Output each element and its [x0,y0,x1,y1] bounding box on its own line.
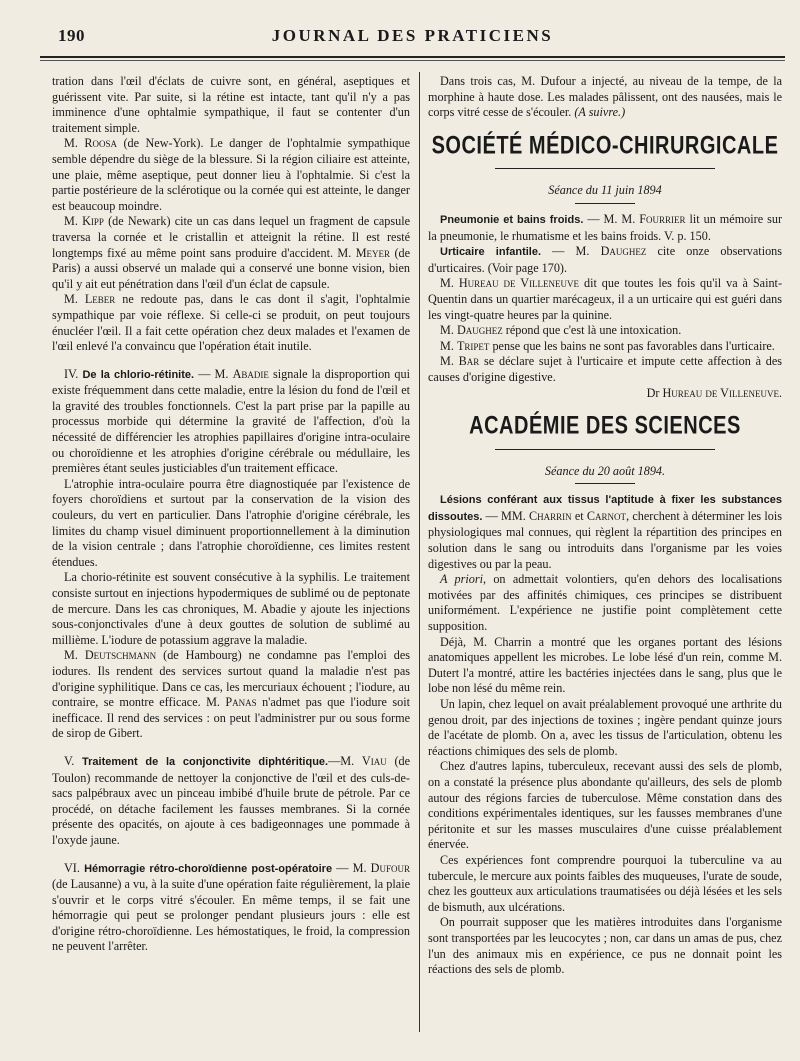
paragraph: M. Daughez répond que c'est là une intoxication. [440,323,682,338]
paragraph-text: —M. [328,753,362,768]
paragraph-text: répond que c'est là une intoxication. [502,323,682,338]
paragraph: M. Bar se déclare sujet à l'urticaire et impute cette affection à des causes d'origine digestive. [428,354,782,384]
section-paragraph [52,754,410,849]
section-title: Pneumonie et bains froids. [440,213,584,226]
paragraph-text: ne redoute pas, dans le cas dont il s'agit, l'ophtalmie sympathique par voie réflexe. Si celle-ci se produit, on peut toujours énucléer l'œil. Il a fait cette opération chez deux malades et l'examen de l'œil enlevé l'a convaincu que l'opération était inutile. [52,292,411,354]
paragraph: Chez d'autres lapins, tuberculeux, recevant aussi des sels de plomb, on a constaté la présence plus abondante qu'ailleurs, des sels de plomb autour des régions farcies de tuberculose. Même constation dans des conditions expérimentales identiques, sur les fausses membranes d'une péritonite et sur les masses musculaires d'une cuisse préalablement énervée. [428,759,782,852]
title-rule [495,168,715,169]
session-date: Séance du 11 juin 1894 [548,183,662,198]
paragraph: M. Kipp (de Newark) cite un cas dans lequel un fragment de capsule traversa la cornée et le cristallin et atteignit la rétine. Il est resté longtemps fixé au même point sans produire d'accident. M. Meyer (de Paris) a aussi observé un malade qui a conservé une bonne vision, bien qu'il y ait eut pénétration dans l'œil d'un éclat de capsule. [52,214,411,291]
paragraph-text: (de Toulon) recommande de nettoyer la conjonctive de l'œil et des culs-de-sacs palpébraux avec un pinceau imbibé d'huile brute de pétrole. Par ce procédé, on détache facilement les fausses membranes. Si la cornée présente des opacités, on ajoute à ces badigeonnages une pommade à l'oxyde jaune. [52,753,411,847]
paragraph [428,244,782,276]
paragraph-text: (de Hambourg) ne condamne pas l'emploi des iodures. Ils rendent des services surtout quand la maladie n'est pas d'origine syphilitique. Dans ce cas, les mercuriaux échouent ; l'iodure, au contraire, se montre efficace. M. [52,648,410,710]
paragraph: L'atrophie intra-oculaire pourra être diagnostiquée par l'existence de foyers choroïdiens et surtout par la conservation de la vision des couleurs, du vert en particulier. Dans l'atrophie d'origine cérébrale, les limites du champ visuel diminuent proportionnellement à la diminution de la vision centrale ; dans l'atrophie choroïdienne, ces limites restent étendues. [52,476,410,569]
paragraph: Un lapin, chez lequel on avait préalablement provoqué une arthrite du genou droit, par des injections de toxines ; ingère pendant quinze jours de l'acétate de plomb. On a, avec les tissus de l'articulation, obtenu les réactions chimiques des sels de plomb. [428,697,782,758]
paragraph-text: (de Paris) a aussi observé un malade qui a conservé une bonne vision, bien qu'il y ait eut pénétration dans l'œil d'un éclat de capsule. [52,245,411,291]
author-name: Deutschmann [84,648,157,663]
section-title: Lésions conférant aux tissus l'aptitude à fixer les substances dissoutes. [428,494,782,523]
paragraph: M. Deutschmann (de Hambourg) ne condamne pas l'emploi des iodures. Ils rendent des services surtout quand la maladie n'est pas d'origine syphilitique. Dans ce cas, les mercuriaux échouent ; l'iodure, au contraire, se montre efficace. M. Panas n'admet pas que l'iodure soit inefficace. Il rend des services : on peut l'administrer pur ou sous forme de sirop de Gibert. [52,648,410,741]
title-rule [495,449,715,450]
author-name: Meyer [355,245,391,260]
paragraph-text: , on admettait volontiers, qu'en dehors des localisations motivées par des affinités chimiques, ces principes se distribuent uniformément. L'expérience ne justifie point complètement cette supposition. [428,572,783,634]
italic-term: A priori [440,572,483,587]
author-name: Tripet [456,338,490,353]
paragraph: Ces expériences font comprendre pourquoi la tuberculine va au tubercule, le mercure aux points faibles des muqueuses, l'urate de soude, chez les goutteux aux articulations traumatisées ou déjà lésées et les sels de bismuth, aux ulcérations. [428,852,782,914]
author-name: Leber [84,292,116,307]
paragraph: On pourrait supposer que les matières introduites dans l'organisme sont transportées par les leucocytes ; non, car dans un amas de pus, chez l'un des animaux mis en expérience, ce pus ne donnait point les réactions des sels de plomb. [428,915,782,977]
paragraph: La chorio-rétinite est souvent consécutive à la syphilis. Le traitement consiste surtout en injections hypodermiques de sublimé ou de peptonate de mercure. Dans les cas chroniques, M. Abadie y ajoute les injections sous-conjonctivales d'une à deux gouttes de solution de sublimé au millième. L'iodure de potassium aggrave la maladie. [52,570,410,647]
paragraph-text: — M. [541,244,601,259]
author-name: Roosa [84,136,117,151]
date-rule [575,483,635,484]
column-divider [419,72,420,1032]
paragraph-text: (de Lausanne) a vu, à la suite d'une opération faite régulièrement, la plaie s'ouvrir et le corps vitré s'écouler. En même temps, il se fait une hémorragie qui peut se prolonger pendant plusieurs jours : elle est d'origine rétro-choroïdienne. Les hémostatiques, le froid, la compression ne peuvent l'arrêter. [52,877,410,954]
paragraph-text: (de New-York). Le danger de l'ophtalmie sympathique semble dépendre du siège de la blessure. Si la région ciliaire est atteinte, une plaie, même aseptique, peut donner lieu à l'ophtalmie. Si c'est la partie postérieure de la sclérotique ou la cornée qui est atteinte, le danger est beaucoup moindre. [52,136,410,213]
paragraph-text: lit un mémoire sur la pneumonie, le rhumatisme et les bains froids. V. p. 150. [428,211,782,243]
author-name: Daughez [456,323,503,338]
paragraph: M. Leber ne redoute pas, dans le cas dont il s'agit, l'ophtalmie sympathique par voie réflexe. Si celle-ci se produit, on peut toujours énucléer l'œil. Il a fait cette opération chez deux malades et l'examen de l'œil enlevé l'a convaincu que l'opération était inutile. [52,292,411,354]
paragraph-text: n'admet pas que l'iodure soit inefficace. Il rend des services : on peut l'administrer pur ou sous forme de sirop de Gibert. [52,695,410,741]
section-title: Traitement de la conjonctivite diphtéritique. [82,755,329,768]
author-name: Abadie [232,366,269,381]
paragraph: M. Roosa (de New-York). Le danger de l'ophtalmie sympathique semble dépendre du siège de la blessure. Si la région ciliaire est atteinte, une plaie, même aseptique, peut donner lieu à l'ophtalmie. Si c'est la partie postérieure de la sclérotique ou la cornée qui est atteinte, le danger est beaucoup moindre. [52,136,410,213]
paragraph-text: cite onze observations d'urticaires. (Voir page 170). [428,244,783,275]
section-number: IV. [64,366,83,381]
paragraph [428,212,782,244]
journal-title: JOURNAL DES PRATICIENS [271,26,554,45]
paragraph-text: — M. [194,366,233,381]
paragraph [428,572,782,634]
header-rule-thin [40,60,785,61]
paragraph-text: pense que les bains ne sont pas favorables dans l'urticaire. [489,338,775,353]
section-title: Urticaire infantile. [440,246,542,259]
author-name: Viau [361,753,387,768]
left-column [52,74,410,955]
paragraph: M. Tripet pense que les bains ne sont pas favorables dans l'urticaire. [440,338,775,353]
paragraph [428,74,782,121]
paragraph-text: — M. [332,860,371,875]
paragraph: Déjà, M. Charrin a montré que les organes portant des lésions anatomiques appellent les microbes. Le lobe lésé d'un rein, comme M. Dutert l'a montré, attire les bactéries injectées dans le sang, plus que le lobe non lésé du même rein. [428,634,782,696]
section-paragraph [52,861,410,956]
to-be-continued: (A suivre.) [574,105,626,120]
author-name: Fourrier [639,211,686,226]
paragraph: tration dans l'œil d'éclats de cuivre sont, en général, aseptiques et guérissent vite. Par suite, si la rétine est intacte, tant qu'il n'y a pas imminence d'une ophtalmie sympathique, il faut se contenter d'un traitement simple. [52,74,410,135]
paragraph-text: et [571,508,587,523]
author-name: Panas [225,695,257,710]
paragraph-text: — MM. [482,508,530,523]
section-title: Hémorragie rétro-choroïdienne post-opératoire [84,862,333,875]
page-number: 190 [58,26,85,45]
author-name: Charrin [529,508,572,523]
paragraph-text: se déclare sujet à l'urticaire et impute cette affection à des causes d'origine digestive. [428,354,782,384]
section-number: V. [64,753,83,768]
signature-prefix: Dr [646,385,663,400]
signature-name: Hureau de Villeneuve. [662,385,782,400]
author-name: Bar [458,354,480,369]
author-name: Dufour [370,860,410,875]
date-rule [575,203,635,204]
paragraph-text: (de Newark) cite un cas dans lequel un fragment de capsule traversa la cornée et le cristallin et atteignit la rétine. Il est resté longtemps fixé au même point sans produire d'accident. M. [52,214,410,260]
section-title: De la chlorio-rétinite. [82,368,195,381]
author-name: Hureau de Villeneuve [458,276,580,291]
paragraph: M. Hureau de Villeneuve dit que toutes les fois qu'il va à Saint-Quentin dans un quartier marécageux, il a un urticaire qui est guéri dans les vingt-quatre heures par la quinine. [428,276,783,322]
paragraph-text: — M. M. [583,211,640,226]
paragraph [428,492,782,572]
society-title: SOCIÉTÉ MÉDICO-CHIRURGICALE [431,131,779,160]
signature [428,386,782,402]
page-header [40,26,785,50]
author-name: Kipp [82,214,104,229]
author-name: Carnot [586,508,627,523]
paragraph-text: signale la disproportion qui existe fréquemment dans cette maladie, entre la lésion du fond de l'œil et la gravité des troubles fonctionnels. C'est la part prise par la papille au processus morbide qui détermine la gravité de l'affection, d'où la nécessité de différencier les atrophies papillaires d'origine intra-oculaire ou choroïdienne et les atrophies d'origine cérébrale ou médullaire, les premières étant seules justiciables d'un traitement efficace. [52,366,410,476]
header-rule [40,56,785,58]
paragraph-text: dit que toutes les fois qu'il va à Saint-Quentin dans un quartier marécageux, il a un urticaire qui est guéri dans les vingt-quatre heures par la quinine. [428,276,783,322]
author-name: Daughez [600,244,647,259]
right-column [428,74,782,978]
session-date: Séance du 20 août 1894. [544,463,666,478]
section-paragraph [52,367,410,477]
academy-title: ACADÉMIE DES SCIENCES [469,412,741,440]
paragraph-text: , cherchent à déterminer les lois physiologiques mal connues, qui règlent la répartition des principes en solution dans le sang ou introduits dans l'organisme par les voies digestives ou par la peau. [428,508,782,571]
paragraph-text: Dans trois cas, M. Dufour a injecté, au niveau de la tempe, de la morphine à haute dose. Les malades pâlissent, ont des nausées, mais le corps vitré cesse de s'écouler. [428,74,782,120]
section-number: VI. [64,860,85,875]
